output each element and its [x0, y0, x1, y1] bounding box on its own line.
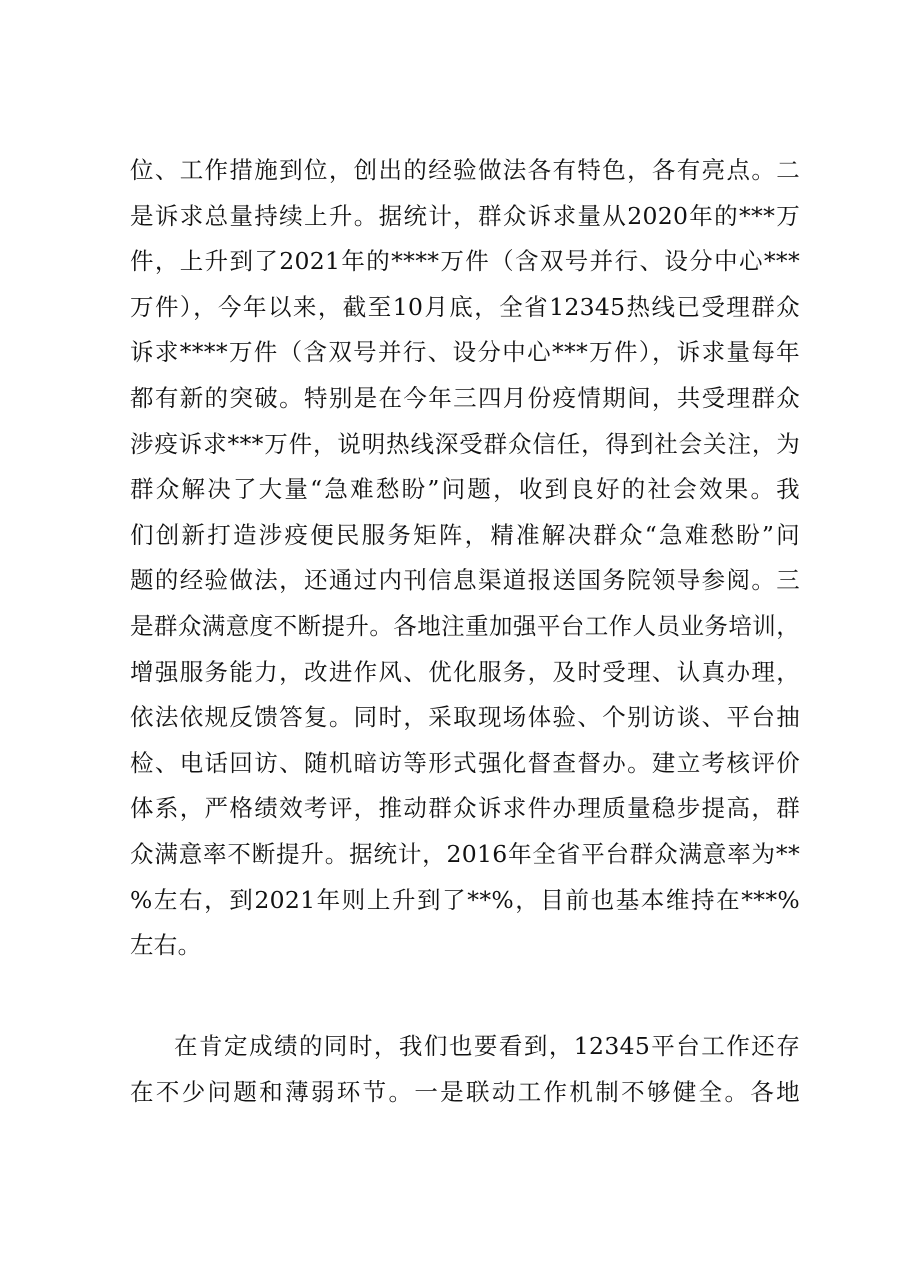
text-line: 群众解决了大量“急难愁盼”问题，收到良好的社会效果。我 [130, 475, 800, 504]
text-line: 件，上升到了2021年的****万件（含双号并行、设分中心*** [130, 247, 800, 276]
text-line: 增强服务能力，改进作风、优化服务，及时受理、认真办理， [130, 657, 800, 686]
text-line: 众满意率不断提升。据统计，2016年全省平台群众满意率为** [130, 839, 800, 868]
text-line: %左右，到2021年则上升到了**%，目前也基本维持在***% [130, 885, 800, 914]
text-line: 在肯定成绩的同时，我们也要看到，12345平台工作还存 [174, 1032, 800, 1060]
text-line: 是诉求总量持续上升。据统计，群众诉求量从2020年的***万 [130, 201, 800, 230]
text-line: 依法依规反馈答复。同时，采取现场体验、个别访谈、平台抽 [130, 703, 800, 732]
text-line: 都有新的突破。特别是在今年三四月份疫情期间，共受理群众 [130, 383, 800, 412]
text-line: 位、工作措施到位，创出的经验做法各有特色，各有亮点。二 [130, 156, 800, 184]
paragraph-achievements [130, 148, 800, 969]
text-line: 题的经验做法，还通过内刊信息渠道报送国务院领导参阅。三 [130, 566, 800, 595]
paragraph-problems [130, 1024, 800, 1115]
text-line: 们创新打造涉疫便民服务矩阵，精准解决群众“急难愁盼”问 [130, 520, 800, 549]
text-line: 涉疫诉求***万件，说明热线深受群众信任，得到社会关注，为 [130, 429, 800, 458]
text-line: 左右。 [130, 931, 202, 960]
text-line: 诉求****万件（含双号并行、设分中心***万件），诉求量每年 [130, 338, 800, 367]
text-line: 万件），今年以来，截至10月底，全省12345热线已受理群众 [130, 292, 800, 321]
text-line: 是群众满意度不断提升。各地注重加强平台工作人员业务培训， [130, 611, 800, 640]
text-line: 在不少问题和薄弱环节。一是联动工作机制不够健全。各地 [130, 1077, 800, 1106]
text-line: 检、电话回访、随机暗访等形式强化督查督办。建立考核评价 [130, 748, 800, 777]
text-line: 体系，严格绩效考评，推动群众诉求件办理质量稳步提高，群 [130, 794, 800, 823]
